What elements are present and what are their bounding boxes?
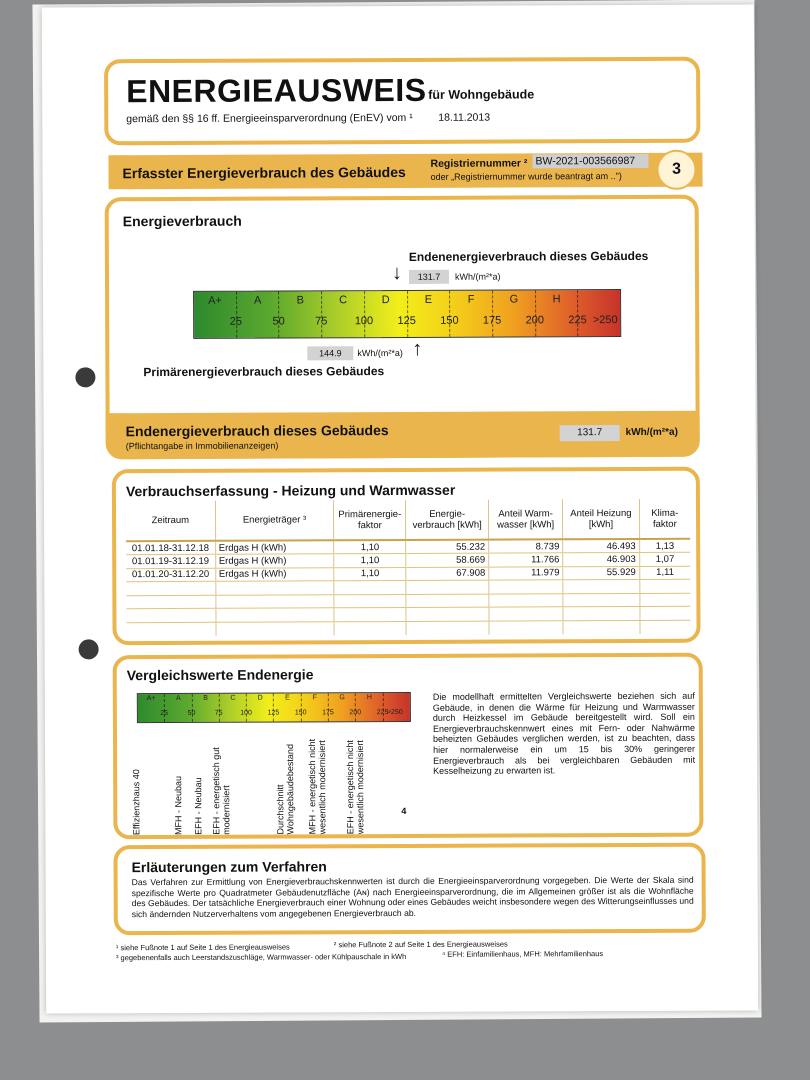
summary-unit: kWh/(m²*a)	[625, 426, 678, 439]
scale-class-label: F	[312, 694, 317, 702]
table-cell: Erdgas H (kWh)	[215, 567, 334, 581]
empty-table-row	[126, 620, 690, 636]
erlaeuterungen-heading: Erläuterungen zum Verfahren	[131, 858, 327, 876]
empty-cell	[639, 593, 690, 607]
erlaeuterungen-text: Das Verfahren zur Ermittlung von Energieverbrauchskennwerten ist durch die Energieeinsparverordnung vorgegeben. Die Werte der Skala sind spezifische Werte pro Quadratmeter Gebäudenutzfläche (Aɴ) nach Energieeinsparverordnung, die im Allgemeinen größer ist als die Wohnfläche des Gebäudes. Der tatsächliche Energieverbrauch einer Wohnung oder eines Gebäudes weicht insbesondere wegen des Witterungseinflusses und sich ändernden Nutzerverhaltens vom angegebenen Energieverbrauch ab.	[131, 874, 694, 919]
vergleich-label: Effizienzhaus 40	[131, 769, 142, 836]
energieverbrauch-heading: Energieverbrauch	[122, 212, 242, 230]
scale-cell	[450, 291, 502, 337]
empty-cell	[489, 580, 563, 594]
scale-number-label: 150	[294, 709, 307, 717]
scale-number-label: 125	[397, 314, 416, 328]
empty-cell	[489, 607, 563, 621]
scale-cell	[274, 693, 307, 721]
scale-class-label: E	[285, 694, 290, 702]
empty-cell	[334, 607, 406, 621]
empty-cell	[216, 608, 335, 622]
scale-cell	[365, 291, 416, 337]
vergleich-label: EFH - Neubau	[193, 777, 204, 835]
scale-cell	[302, 693, 334, 721]
empty-cell	[489, 593, 563, 607]
footnote-2: ² siehe Fußnote 2 auf Seite 1 des Energieausweises	[333, 939, 508, 950]
table-cell: 01.01.18-31.12.18	[126, 541, 215, 555]
scale-cell	[237, 292, 285, 338]
empty-cell	[126, 622, 215, 636]
scale-number-label: 225	[376, 709, 389, 717]
scale-class-label: A	[253, 294, 262, 307]
scale-class-label: D	[381, 294, 390, 307]
vergleich-footnote-marker: 4	[401, 805, 407, 816]
table-cell: 01.01.20-31.12.20	[126, 568, 215, 582]
scale-number-label: >250	[592, 314, 618, 327]
scale-cell	[138, 694, 169, 722]
primary-consumption-value: 144.9	[307, 346, 353, 360]
scale-cell	[165, 694, 196, 722]
footnote-1: ¹ siehe Fußnote 1 auf Seite 1 des Energieausweises	[115, 942, 290, 953]
primary-consumption-unit: kWh/(m²*a)	[357, 347, 403, 359]
scale-class-label: H	[552, 293, 561, 306]
vergleich-label: EFH - energetisch nicht wesentlich modernisiert	[345, 740, 366, 835]
scale-number-label: 50	[187, 709, 196, 717]
scale-number-label: 100	[354, 315, 374, 328]
empty-cell	[126, 595, 215, 609]
scale-class-label: A+	[146, 695, 156, 703]
primary-consumption-label: Primärenergieverbrauch dieses Gebäudes	[143, 364, 385, 380]
scale-cell	[408, 291, 459, 337]
scale-number-label: 225	[568, 314, 587, 327]
end-arrow-down-icon: ↓	[391, 261, 403, 285]
verbrauch-heading: Verbrauchserfassung - Heizung und Warmwasser	[125, 481, 456, 500]
scale-number-label: 75	[214, 709, 223, 717]
table-cell: 55.232	[406, 540, 489, 554]
scale-number-label: 200	[349, 709, 362, 717]
scale-class-label: E	[424, 293, 433, 306]
scale-class-label: B	[203, 694, 208, 702]
scale-class-label: A	[175, 694, 181, 702]
table-cell: 1,07	[639, 552, 690, 566]
empty-cell	[639, 579, 690, 593]
empty-cell	[126, 581, 215, 595]
table-cell: 8.739	[489, 539, 563, 553]
summary-note: (Pflichtangabe in Immobilienanzeigen)	[125, 440, 279, 452]
table-cell: 01.01.19-31.12.19	[126, 554, 215, 568]
summary-value: 131.7	[560, 425, 620, 441]
table-header-cell: Zeitraum	[126, 501, 215, 541]
scale-class-label: G	[339, 694, 345, 702]
empty-cell	[563, 593, 639, 607]
scale-cell	[383, 693, 409, 721]
scale-cell	[192, 694, 223, 722]
table-header-cell: Primärenergie-faktor	[334, 500, 406, 540]
empty-cell	[406, 594, 489, 608]
empty-cell	[406, 621, 489, 635]
table-cell: 46.493	[563, 539, 639, 553]
scale-number-label: 100	[240, 709, 252, 717]
table-cell: 1,10	[334, 540, 406, 554]
registration-number: BW-2021-003566987	[532, 154, 648, 169]
footnote-3: ³ gegebenenfalls auch Leerstandszuschläge, Warmwasser- oder Kühlpauschale in kWh	[115, 951, 407, 963]
scale-class-label: C	[339, 294, 348, 307]
table-header-cell: Anteil Warm-wasser [kWh]	[488, 499, 562, 539]
empty-cell	[334, 580, 406, 594]
band-title: Erfasster Energieverbrauch des Gebäudes	[122, 163, 406, 182]
energy-scale	[193, 289, 621, 339]
vergleich-paragraph: Die modellhaft ermittelten Vergleichswerte beziehen sich auf Gebäude, in denen die Wärme für Heizung und Warmwasser durch Heizkessel im Gebäude bereitgestellt wird. Soll ein Energieverbrauchskennwert eines mit Fern- oder Nahwärme beheizten Gebäudes verglichen werden, ist zu beachten, dass hier normalerweise ein um 15 bis 30% geringerer Energieverbrauch als bei vergleichbaren Gebäuden mit Kesselheizung zu erwarten ist.	[432, 690, 696, 777]
vergleich-label: MFH - Neubau	[173, 775, 184, 835]
empty-cell	[215, 594, 334, 608]
vergleich-label: Durchschnitt Wohngebäudebestand	[275, 744, 296, 835]
scale-number-label: 125	[267, 709, 280, 717]
scale-cell	[536, 290, 587, 336]
empty-cell	[406, 607, 489, 621]
scale-class-label: A+	[208, 294, 222, 307]
empty-cell	[334, 621, 406, 635]
table-cell: 55.929	[563, 566, 639, 580]
scale-cell	[220, 694, 252, 722]
scale-number-label: 150	[440, 314, 459, 327]
scale-class-label: F	[467, 293, 475, 306]
footnote-4: ⁴ EFH: Einfamilienhaus, MFH: Mehrfamilienhaus	[441, 949, 604, 959]
table-header-cell: Energie-verbrauch [kWh]	[406, 500, 489, 540]
empty-cell	[640, 620, 691, 634]
table-cell: 1,11	[639, 566, 690, 580]
scale-cell	[279, 291, 328, 337]
scale-class-label: B	[296, 294, 305, 307]
table-cell: 11.979	[489, 566, 563, 580]
scale-number-label: 200	[525, 314, 545, 327]
punch-hole-bottom	[79, 639, 99, 659]
table-cell: Erdgas H (kWh)	[215, 554, 334, 568]
scale-cell	[247, 694, 280, 722]
scale-cell	[356, 693, 389, 721]
enev-reference: gemäß den §§ 16 ff. Energieeinsparverordnung (EnEV) vom ¹	[126, 111, 413, 126]
scale-class-label: D	[257, 694, 263, 702]
table-cell: 67.908	[406, 567, 489, 581]
scale-number-label: 25	[160, 710, 169, 718]
scale-cell	[194, 292, 243, 338]
summary-label: Endenergieverbrauch dieses Gebäudes	[125, 422, 389, 440]
punch-hole-top	[75, 367, 95, 387]
verbrauch-table	[126, 499, 691, 636]
table-cell: 1,10	[334, 553, 406, 567]
end-consumption-unit: kWh/(m²*a)	[454, 271, 501, 282]
scale-class-label: C	[230, 694, 236, 702]
empty-cell	[406, 580, 489, 594]
vergleich-label: EFH - energetisch gut modernisiert	[211, 747, 232, 835]
table-cell: 1,13	[639, 539, 690, 553]
table-cell: Erdgas H (kWh)	[215, 540, 334, 554]
table-header-cell: Klima-faktor	[639, 499, 690, 539]
scale-number-label: 50	[272, 315, 285, 328]
scale-cell	[578, 290, 620, 336]
page-title: ENERGIEAUSWEIS	[126, 71, 427, 110]
page-number-badge: 3	[656, 150, 696, 190]
scale-number-label: 25	[229, 315, 243, 328]
empty-cell	[639, 606, 690, 620]
vergleich-heading: Vergleichswerte Endenergie	[126, 666, 314, 684]
scale-cell	[493, 290, 545, 336]
empty-cell	[334, 594, 406, 608]
empty-cell	[563, 606, 639, 620]
scale-number-label: >250	[386, 708, 403, 717]
empty-cell	[215, 581, 334, 595]
vergleich-scale	[137, 692, 411, 723]
registration-label: Registriernummer ²	[430, 157, 528, 170]
page-subtitle: für Wohngebäude	[428, 87, 535, 102]
end-consumption-value: 131.7	[409, 270, 449, 284]
table-cell: 1,10	[334, 567, 406, 581]
vergleich-label: MFH - energetisch nicht wesentlich modernisiert	[307, 738, 328, 835]
enev-date: 18.11.2013	[438, 111, 491, 124]
document-page	[42, 4, 758, 1013]
table-header-cell: Energieträger ³	[215, 500, 334, 541]
empty-cell	[563, 579, 639, 593]
empty-cell	[489, 620, 563, 634]
table-cell: 46.903	[563, 552, 639, 566]
table-cell: 11.766	[489, 553, 563, 567]
scale-class-label: H	[366, 694, 372, 702]
scale-number-label: 175	[322, 709, 334, 717]
primary-arrow-up-icon: ↑	[412, 337, 423, 360]
scale-cell	[329, 693, 362, 721]
registration-note: oder „Registriernummer wurde beantragt am ..")	[430, 171, 622, 182]
scale-class-label: G	[509, 293, 519, 306]
scale-number-label: 75	[315, 315, 328, 328]
empty-cell	[126, 608, 215, 622]
empty-cell	[216, 621, 335, 635]
scale-cell	[322, 291, 374, 337]
table-cell: 58.669	[406, 553, 489, 567]
table-header-cell: Anteil Heizung [kWh]	[563, 499, 640, 539]
end-consumption-label: Endenenergieverbrauch dieses Gebäudes	[408, 248, 649, 264]
empty-cell	[563, 620, 639, 634]
scale-number-label: 175	[482, 314, 502, 327]
